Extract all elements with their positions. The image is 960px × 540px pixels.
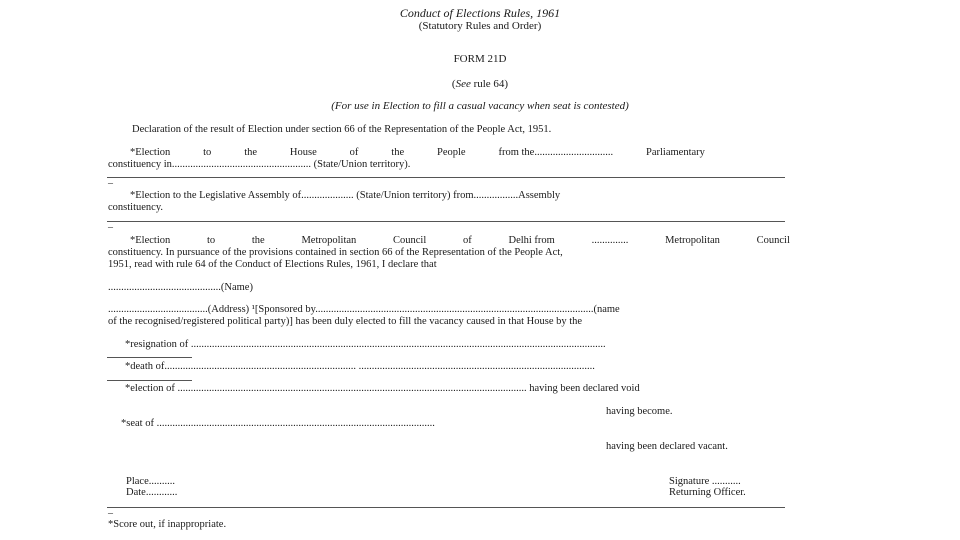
party-line: of the recognised/registered political party)] has been duly elected to fill the vacancy caused in that House by the [108, 316, 583, 327]
election-metro-line2: constituency. In pursuance of the provisions contained in section 66 of the Representation of the People Act, [108, 247, 563, 258]
election-assembly-line2: constituency. [108, 202, 164, 213]
election-house-line2: constituency in..................................................... (State/Union territory). [108, 159, 411, 170]
seat-line: *seat of .......................................................................................................... [121, 418, 435, 429]
short-divider [107, 380, 192, 381]
footer-divider [107, 507, 785, 508]
election-house-line1: *Election to the House of the People from the.............................. Parliamentary [130, 147, 705, 158]
election-void-line: *election of ..................................................................................................................................... having been declared void [125, 383, 640, 394]
divider [107, 177, 785, 178]
having-become: having become. [606, 406, 673, 417]
see-rule: (See rule 64) [451, 78, 509, 90]
place-field: Place.......... [126, 476, 175, 487]
resignation-line: *resignation of .............................................................................................................................................................. [125, 339, 606, 350]
dash-mark: – [108, 222, 113, 233]
election-metro-line1: *Election to the Metropolitan Council of Delhi from .............. Metropolitan Council [130, 235, 790, 246]
returning-officer: Returning Officer. [669, 487, 746, 498]
dash-mark: – [108, 178, 113, 189]
name-line: ...........................................(Name) [108, 282, 253, 293]
election-metro-line3: 1951, read with rule 64 of the Conduct of Elections Rules, 1961, I declare that [108, 259, 437, 270]
footnote: *Score out, if inappropriate. [108, 519, 227, 530]
divider [107, 221, 785, 222]
address-line: ......................................(Address) ¹[Sponsored by..........................................................................................................(name [108, 304, 620, 315]
declared-vacant: having been declared vacant. [606, 441, 728, 452]
date-field: Date............ [126, 487, 178, 498]
signature-field: Signature ........... [669, 476, 741, 487]
election-assembly-line1: *Election to the Legislative Assembly of.................... (State/Union territory) from.................Assembly [130, 190, 561, 201]
form-purpose: (For use in Election to fill a casual vacancy when seat is contested) [331, 100, 629, 112]
dash-mark: – [108, 508, 113, 519]
declaration-text: Declaration of the result of Election under section 66 of the Representation of the People Act, 1951. [132, 124, 552, 135]
short-divider [107, 357, 192, 358]
rules-title: Conduct of Elections Rules, 1961 [399, 6, 561, 20]
death-line: *death of......................................................................... .......................................................................................... [125, 361, 595, 372]
form-title: FORM 21D [453, 53, 507, 65]
rules-subtitle: (Statutory Rules and Order) [418, 20, 542, 32]
